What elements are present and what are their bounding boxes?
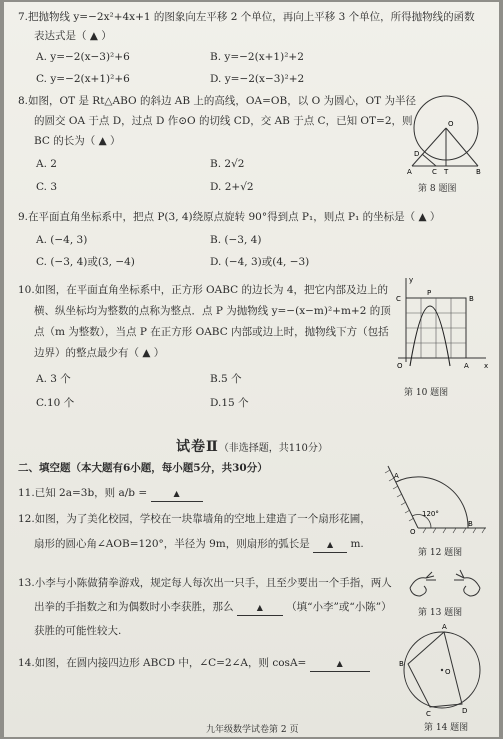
q10-label-b: B: [469, 295, 474, 303]
page-footer: 九年级数学试卷第 2 页: [206, 725, 299, 735]
q12-label-o: O: [410, 528, 416, 536]
q8-option-b: B. 2√2: [210, 158, 245, 170]
q7-line1: 7.把抛物线 y=−2x²+4x+1 的图象向左平移 2 个单位，再向上平移 3 个单位，所得抛物线的函数: [18, 11, 475, 23]
q14-label-d: D: [462, 707, 468, 715]
q12-arc: [396, 477, 468, 528]
q8-line2: 的圆交 OA 于点 D，过点 D 作⊙O 的切线 CD，交 AB 于点 C，已知 OT=2，则: [34, 115, 413, 127]
q14-center-dot: [441, 669, 443, 671]
q8-label-a: A: [407, 168, 412, 176]
q14-caption: 第 14 题图: [424, 723, 469, 733]
q8-line-ob: [446, 128, 478, 166]
q8-label-t: T: [444, 168, 449, 176]
q8-line3: BC 的长为（ ▲ ）: [34, 135, 121, 147]
q10-label-p: P: [427, 289, 432, 297]
q13-line3: 获胜的可能性较大.: [34, 625, 122, 637]
q13-caption: 第 13 题图: [418, 608, 463, 618]
q9-line1: 9.在平面直角坐标系中，把点 P(3, 4)绕原点旋转 90°得到点 P₁，则点 P₁ 的坐标是（ ▲ ）: [18, 211, 441, 223]
q8-option-a: A. 2: [36, 158, 57, 170]
q12-caption: 第 12 题图: [418, 548, 463, 558]
q14-quadrilateral: [408, 632, 462, 707]
q10-label-o: O: [397, 362, 403, 370]
q12-line1: 12.如图，为了美化校园，学校在一块靠墙角的空地上建造了一个扇形花圃，: [18, 513, 371, 525]
q10-figure: [392, 274, 492, 374]
q11-text: [18, 486, 203, 502]
q9-option-a: A. (−4, 3): [36, 234, 88, 246]
q14-label-o: O: [445, 668, 451, 676]
q14-label-c: C: [426, 710, 431, 718]
q7-option-d: D. y=−2(x−3)²+2: [210, 73, 305, 85]
part2-subtitle: （非选择题，共110分）: [218, 443, 328, 454]
q10-option-b: B.5 个: [210, 373, 242, 385]
q8-option-c: C. 3: [36, 181, 58, 193]
q8-line-cd: [422, 154, 436, 166]
q10-option-d: D.15 个: [210, 397, 249, 409]
q10-caption: 第 10 题图: [404, 388, 449, 398]
exam-page: [4, 2, 499, 737]
q8-caption: 第 8 题图: [418, 184, 457, 194]
q10-label-y: y: [409, 276, 414, 284]
q12-line2: 扇形的圆心角∠AOB=120°，半径为 9m，则扇形的弧长是 ▲ m.: [34, 537, 364, 553]
q9-option-b: B. (−3, 4): [210, 234, 262, 246]
q13-hands-icon: [406, 564, 484, 602]
q14-label-a: A: [442, 623, 447, 631]
q8-label-o: O: [448, 120, 454, 128]
q7-option-c: C. y=−2(x+1)²+6: [36, 73, 130, 85]
q10-label-c: C: [396, 295, 401, 303]
q10-option-c: C.10 个: [36, 397, 75, 409]
q7-line2: 表达式是（ ▲ ）: [34, 30, 112, 42]
q12-figure: [384, 464, 489, 536]
part2-heading: [176, 436, 328, 456]
q10-line4: 边界）的整点最少有（ ▲ ）: [34, 347, 165, 359]
q8-label-d: D: [414, 150, 420, 158]
q12-answer-blank[interactable]: ▲: [313, 537, 347, 553]
q14-figure: [396, 623, 486, 718]
q8-option-d: D. 2+√2: [210, 181, 254, 193]
q12-label-a: A: [394, 472, 399, 480]
q12-label-angle: 120°: [422, 510, 439, 518]
q14-answer-blank[interactable]: ▲: [310, 656, 370, 672]
q11-answer-blank[interactable]: ▲: [151, 486, 203, 502]
q9-option-c: C. (−3, 4)或(3, −4): [36, 256, 135, 268]
part2-title: 试卷Ⅱ: [176, 439, 219, 455]
q8-figure: [404, 94, 484, 176]
q13-answer-blank[interactable]: ▲: [237, 600, 283, 616]
q13-line2: 出拳的手指数之和为偶数时小李获胜，那么 ▲ （填“小李”或“小陈”）: [34, 600, 392, 616]
q10-line3: 点（m 为整数），当点 P 在正方形 OABC 内部或边上时，抛物线下方（包括: [34, 326, 389, 338]
q10-line1: 10.如图，在平面直角坐标系中，正方形 OABC 的边长为 4，把它内部及边上的: [18, 284, 389, 296]
q10-label-a: A: [464, 362, 469, 370]
q11-stem: 11.已知 2a=3b，则 a/b =: [18, 487, 148, 499]
q12-label-b: B: [468, 520, 473, 528]
q9-option-d: D. (−4, 3)或(4, −3): [210, 256, 310, 268]
q8-line1: 8.如图，OT 是 Rt△ABO 的斜边 AB 上的高线，OA=OB，以 O 为圆心，OT 为半径: [18, 95, 416, 107]
q10-option-a: A. 3 个: [36, 373, 71, 385]
q10-parabola: [410, 306, 450, 366]
q7-option-a: A. y=−2(x−3)²+6: [36, 51, 130, 63]
q10-label-x: x: [484, 362, 489, 370]
q14-label-b: B: [399, 660, 404, 668]
section2-title: 二、填空题（本大题有6小题，每小题5分，共30分）: [18, 462, 268, 474]
q10-grid: [406, 298, 466, 358]
q8-label-b: B: [476, 168, 481, 176]
q14-line1: 14.如图，在圆内接四边形 ABCD 中，∠C=2∠A，则 cosA= ▲: [18, 656, 370, 672]
q8-label-c: C: [432, 168, 437, 176]
q10-line2: 横、纵坐标均为整数的点称为整点．点 P 为抛物线 y=−(x−m)²+m+2 的顶: [34, 305, 391, 317]
q13-line1: 13.小李与小陈做猜拳游戏，规定每人每次出一只手，且至少要出一个手指，两人: [18, 577, 392, 589]
q7-option-b: B. y=−2(x+1)²+2: [210, 51, 304, 63]
